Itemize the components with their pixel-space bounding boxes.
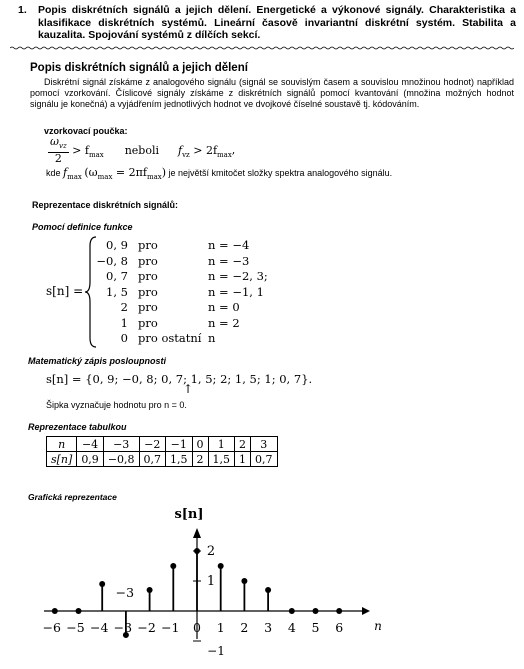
piecewise-pro: pro xyxy=(138,300,158,314)
y-tick-label: 1 xyxy=(206,574,216,589)
piecewise-pro: pro xyxy=(138,284,158,299)
x-tick-label: 3 xyxy=(264,620,273,635)
stem-point xyxy=(241,578,247,584)
table-cell: 2 xyxy=(192,452,208,467)
stem-point xyxy=(170,563,176,569)
stem-chart xyxy=(0,500,524,669)
x-axis-label: n xyxy=(374,619,382,633)
table-header-cell: n xyxy=(47,437,77,452)
math-title: Matematický zápis posloupnosti xyxy=(28,356,167,366)
piecewise-condition: n = −3 xyxy=(208,253,250,268)
table-row xyxy=(47,452,278,467)
stem-point xyxy=(194,548,200,554)
y-tick-label: −1 xyxy=(207,644,225,658)
stem-point xyxy=(99,581,105,587)
value-annotation: −3 xyxy=(115,585,135,600)
zero-arrow-icon: ↑ xyxy=(183,382,194,396)
table-cell: 1,5 xyxy=(208,452,235,467)
piecewise-pro: pro xyxy=(138,269,158,283)
y-axis-arrow-icon xyxy=(193,528,201,538)
intro-text: Diskrétní signál získáme z analogového signálu (signál se souvislým časem a souvislou množinou hodnot) například pomocí vzorkování. Číslicové signály získáme z diskrétních signálů pomocí kvantování (množina možných hodnot signálu je konečná) a vyjádřením jednotlivých hodnot ve dvojkové číselné soustavě tj. kódováním. xyxy=(30,77,514,109)
stem-point xyxy=(147,587,153,593)
x-tick-label: 5 xyxy=(311,620,320,635)
table-cell: s[n] xyxy=(47,452,77,467)
piecewise-value: 0 xyxy=(120,331,128,345)
table-cell: 1,5 xyxy=(166,452,193,467)
table-header-cell: −3 xyxy=(103,437,139,452)
table-header-cell: −4 xyxy=(77,437,104,452)
table-header-cell: 3 xyxy=(251,437,278,452)
table-title: Reprezentace tabulkou xyxy=(28,422,127,432)
piecewise-pro: pro ostatní xyxy=(138,331,202,345)
x-tick-label: 4 xyxy=(287,620,296,635)
stem-point xyxy=(218,563,224,569)
stem-point xyxy=(265,587,271,593)
table-header-cell: −1 xyxy=(166,437,193,452)
x-tick-label: 0 xyxy=(193,620,201,635)
x-tick-label: −1 xyxy=(161,620,180,635)
sequence-formula: s[n] = {0, 9; −0, 8; 0, 7; 1, 5; 2; 1, 5; 1; 0, 7}. xyxy=(46,372,313,386)
piecewise-pro: pro xyxy=(138,315,158,330)
piecewise-condition: n = 2 xyxy=(208,315,240,330)
x-tick-label: −4 xyxy=(89,620,109,635)
piecewise-condition: n xyxy=(208,331,216,345)
table-header-cell: 1 xyxy=(208,437,235,452)
x-axis-arrow-icon xyxy=(362,607,370,615)
section-title: Popis diskrétních signálů a jejich dělení xyxy=(30,62,248,74)
piecewise-value: 1 xyxy=(120,315,128,330)
def-title: Pomocí definice funkce xyxy=(32,222,133,232)
piecewise-value: 0, 7 xyxy=(106,269,128,283)
x-tick-label: 1 xyxy=(216,620,225,635)
piecewise-condition: n = −1, 1 xyxy=(208,284,264,299)
x-tick-label: −3 xyxy=(113,620,133,635)
wavy-divider-top xyxy=(10,46,514,50)
piecewise-pro: pro xyxy=(138,253,158,268)
y-tick-label: 2 xyxy=(206,544,216,559)
stem-point xyxy=(336,608,342,614)
x-tick-label: −2 xyxy=(137,620,156,635)
piecewise-value: 0, 9 xyxy=(106,238,128,252)
intro-paragraph xyxy=(30,77,514,110)
table-cell: 0,9 xyxy=(77,452,104,467)
piecewise-value: 2 xyxy=(120,300,128,314)
value-table xyxy=(46,436,278,467)
stem-point xyxy=(289,608,295,614)
table-cell: −0,8 xyxy=(103,452,139,467)
table-header-cell: 0 xyxy=(192,437,208,452)
piecewise-condition: n = −2, 3; xyxy=(208,269,268,283)
piecewise-pro: pro xyxy=(138,238,158,252)
chapter-title: Popis diskrétních signálů a jejich dělení. Energetické a výkonové signály. Charakteristika a klasifikace diskrétních systémů. Lineární časově invariantní diskrétní systém. Stabilita a kauzalita. Spojování systémů z dílčích sekcí. xyxy=(38,4,516,41)
x-tick-label: −6 xyxy=(42,620,62,635)
chapter-number: 1. xyxy=(18,4,27,16)
arrow-note: Šipka vyznačuje hodnotu pro n = 0. xyxy=(46,400,187,410)
stem-point xyxy=(313,608,319,614)
graph-title: Grafická reprezentace xyxy=(28,492,117,502)
x-tick-label: 2 xyxy=(240,620,249,635)
piecewise-lhs: s[n] = xyxy=(46,284,84,298)
table-cell: 1 xyxy=(235,452,251,467)
piecewise-condition: n = −4 xyxy=(208,238,250,252)
sampling-note: kde $f_{max}$ $(\omega_{max} = 2\pi f_{max})$ je největší kmitočet složky spektra analogového signálu. xyxy=(46,166,393,181)
piecewise-value: 1, 5 xyxy=(106,284,128,299)
table-cell: 0,7 xyxy=(251,452,278,467)
piecewise-condition: n = 0 xyxy=(208,300,240,314)
x-tick-label: −5 xyxy=(66,620,85,635)
piecewise-value: −0, 8 xyxy=(96,253,128,268)
sampling-label: vzorkovací poučka: xyxy=(44,126,128,136)
repr-title: Reprezentace diskrétních signálů: xyxy=(32,200,179,210)
stem-point xyxy=(52,608,58,614)
table-header-row xyxy=(47,437,278,452)
table-header-cell: 2 xyxy=(235,437,251,452)
stem-point xyxy=(76,608,82,614)
sampling-formula: $\omega_{vz}$ 2 > $f_{max}$ neboli $f_{vz} > 2f_{max}$, xyxy=(50,135,236,166)
x-tick-label: 6 xyxy=(335,620,344,635)
table-header-cell: −2 xyxy=(139,437,166,452)
table-cell: 0,7 xyxy=(139,452,166,467)
y-axis-label: s[n] xyxy=(174,507,204,522)
